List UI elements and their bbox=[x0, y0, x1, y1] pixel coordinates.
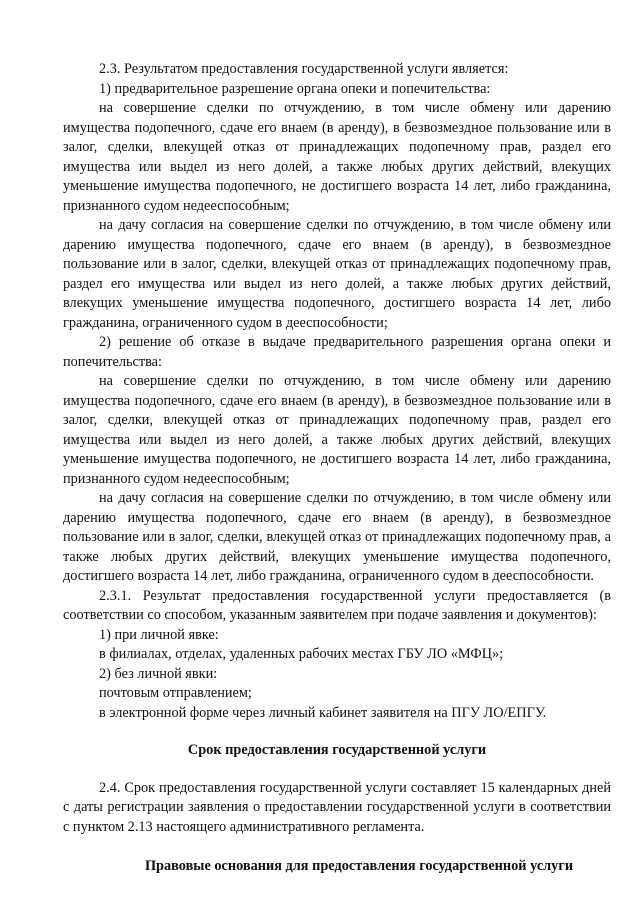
paragraph-no-personal-visit: 2) без личной явки: bbox=[99, 665, 218, 682]
paragraph-permission-under-14: на совершение сделки по отчуждению, в том числе обмену или дарению имущества подопечного, сдаче его внаем (в аренду), в безвозмездное пользование или в залог, сделки, влекущей отказ от принадлежащих подопечному прав, раздел его имущества или выдел из него долей, а также любых других действий, влекущих уменьшение имущества подопечного, не достигшего возраста 14 лет, либо гражданина, признанного судом недееспособным; bbox=[63, 100, 611, 214]
paragraph-2-4: 2.4. Срок предоставления государственной услуги составляет 15 календарных дней с даты регистрации заявления о предоставлении государственной услуги в соответствии с пунктом 2.13 настоящего административного регламента. bbox=[63, 779, 611, 835]
paragraph-mfc-offices: в филиалах, отделах, удаленных рабочих местах ГБУ ЛО «МФЦ»; bbox=[99, 646, 504, 662]
paragraph-2-3-1: 2.3.1. Результат предоставления государственной услуги предоставляется (в соответствии со способом, указанным заявителем при подаче заявления и документов): bbox=[63, 587, 611, 623]
paragraph-refusal-under-14: на совершение сделки по отчуждению, в том числе обмену или дарению имущества подопечного, сдаче его внаем (в аренду), в безвозмездное пользование или в залог, сделки, влекущей отказ от принадлежащих подопечному прав, раздел его имущества или выдел из него долей, а также любых других действий, влекущих уменьшение имущества подопечного, не достигшего возраста 14 лет, либо гражданина, признанного судом недееспособным; bbox=[63, 373, 611, 487]
heading-service-term: Срок предоставления государственной услуги bbox=[187, 742, 487, 758]
document-page bbox=[63, 60, 611, 877]
paragraph-refusal-over-14: на дачу согласия на совершение сделки по отчуждению, в том числе обмену или дарению имущества подопечного, сдаче его внаем (в аренду), в безвозмездное пользование или в залог, сделки, влекущей отказ от принадлежащих подопечному прав, а также любых других действий, влекущих уменьшение имущества подопечного, достигшего возраста 14 лет, либо гражданина, ограниченного судом в дееспособности. bbox=[63, 490, 611, 584]
paragraph-postal: почтовым отправлением; bbox=[99, 685, 252, 701]
paragraph-personal-visit: 1) при личной явке: bbox=[99, 626, 219, 643]
heading-legal-grounds: Правовые основания для предоставления государственной услуги bbox=[144, 858, 574, 874]
paragraph-electronic: в электронной форме через личный кабинет заявителя на ПГУ ЛО/ЕПГУ. bbox=[99, 704, 547, 721]
paragraph-permission-over-14: на дачу согласия на совершение сделки по отчуждению, в том числе обмену или дарению имущества подопечного, сдаче его внаем (в аренду), в безвозмездное пользование или в залог, сделки, влекущей отказ от принадлежащих подопечному прав, раздел его имущества или выдел из него долей, а также любых других действий, влекущих уменьшение имущества подопечного, достигшего возраста 14 лет, либо гражданина, ограниченного судом в дееспособности; bbox=[63, 217, 611, 331]
paragraph-2-3-intro: 2.3. Результатом предоставления государственной услуги является: bbox=[99, 61, 509, 77]
paragraph-prior-permission: 1) предварительное разрешение органа опеки и попечительства: bbox=[99, 80, 491, 97]
paragraph-refusal: 2) решение об отказе в выдаче предварительного разрешения органа опеки и попечительства: bbox=[63, 334, 611, 370]
